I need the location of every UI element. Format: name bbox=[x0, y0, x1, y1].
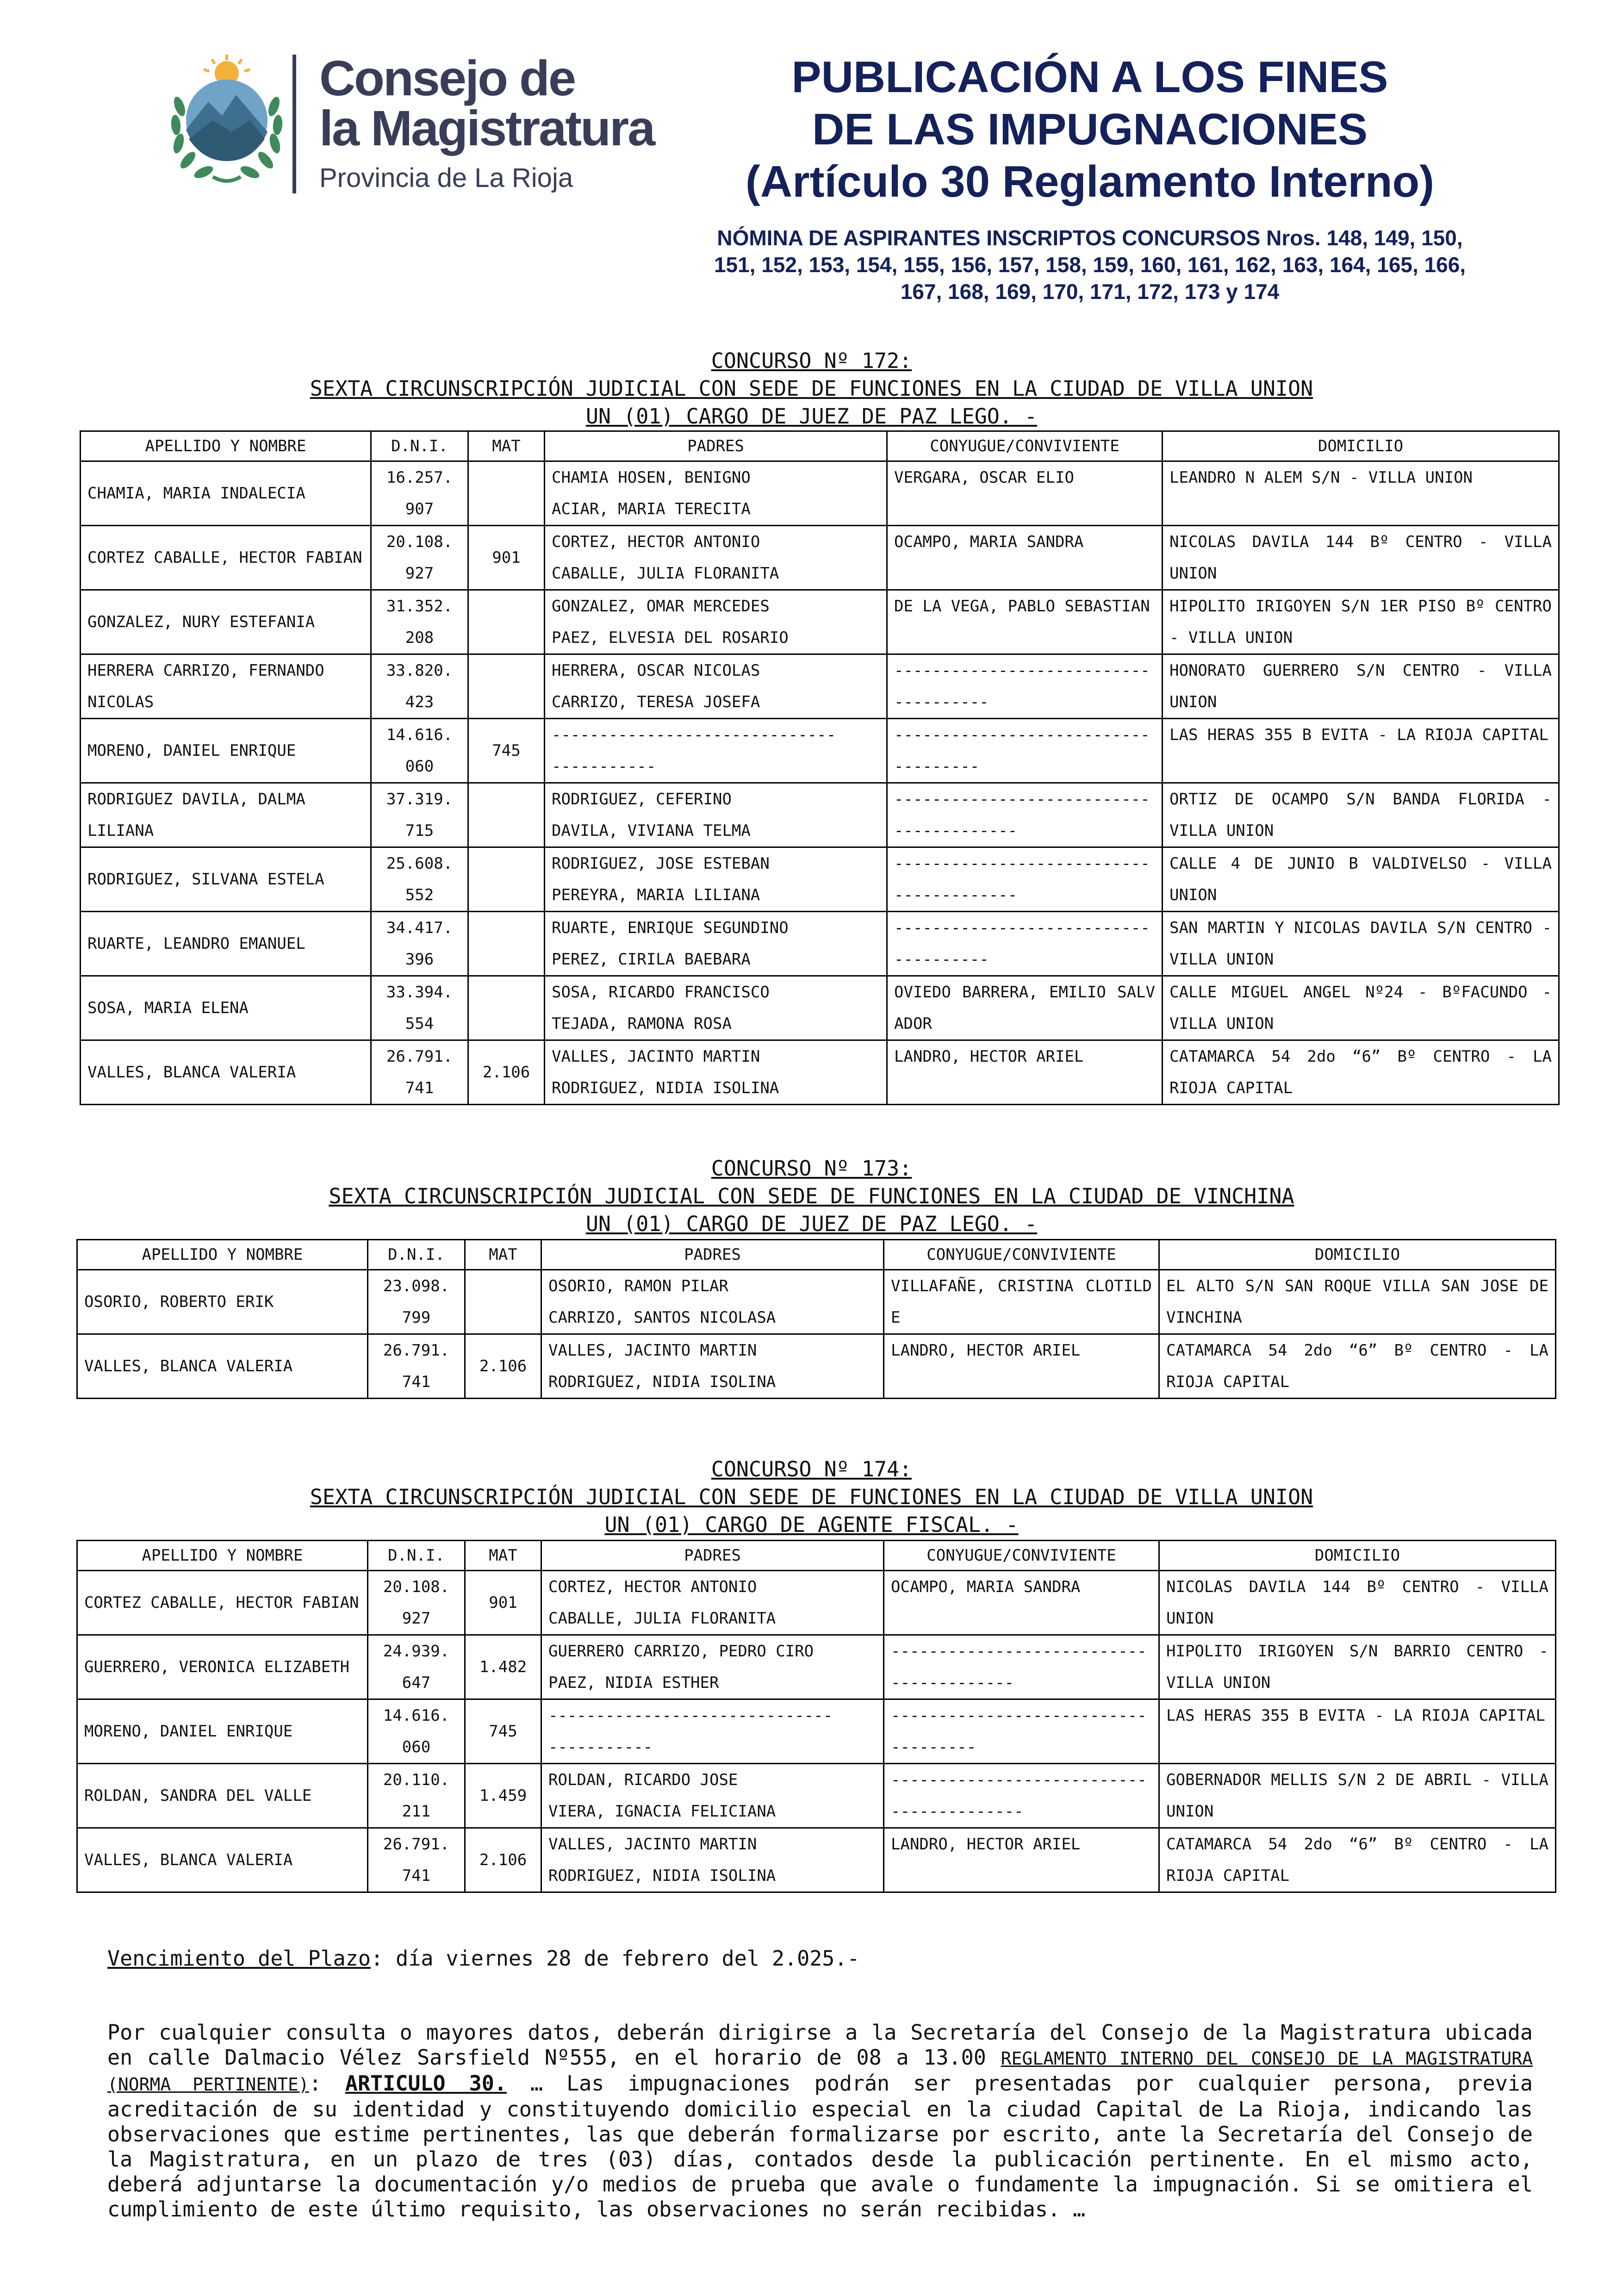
nomina-line: NÓMINA DE ASPIRANTES INSCRIPTOS CONCURSOS Nros. 148, 149, 150, bbox=[717, 226, 1463, 250]
table-row bbox=[81, 783, 1559, 847]
padre-name: ROLDAN, RICARDO JOSE bbox=[548, 1771, 738, 1789]
concurso-cargo: UN (01) CARGO DE JUEZ DE PAZ LEGO. - bbox=[585, 404, 1038, 429]
dni-part: 14.616. bbox=[386, 726, 453, 744]
logo-line-2: la Magistratura bbox=[319, 100, 654, 156]
table-row bbox=[77, 1828, 1556, 1892]
padre-name: VIERA, IGNACIA FELICIANA bbox=[548, 1802, 776, 1821]
nomina-line: 167, 168, 169, 170, 171, 172, 173 y 174 bbox=[900, 280, 1280, 304]
applicant-name: MORENO, DANIEL ENRIQUE bbox=[77, 1699, 368, 1764]
dni-part: 927 bbox=[405, 564, 434, 583]
dni-cell bbox=[371, 719, 468, 783]
padres-cell bbox=[545, 526, 887, 590]
padre-name: ------------------------------ bbox=[548, 1706, 833, 1725]
padre-name: RODRIGUEZ, NIDIA ISOLINA bbox=[548, 1867, 776, 1885]
concurso-172-header bbox=[0, 347, 1623, 430]
matricula bbox=[468, 654, 545, 719]
conyuge: ---------------------------------------- bbox=[884, 1635, 1159, 1699]
domicilio: LEANDRO N ALEM S/N - VILLA UNION bbox=[1163, 461, 1559, 526]
padres-cell bbox=[545, 461, 887, 526]
padres-cell bbox=[541, 1764, 884, 1828]
padre-name: CORTEZ, HECTOR ANTONIO bbox=[552, 533, 760, 551]
domicilio: CALLE 4 DE JUNIO B VALDIVELSO - VILLA UNION bbox=[1163, 847, 1559, 912]
conyuge: OCAMPO, MARIA SANDRA bbox=[887, 526, 1163, 590]
dni-cell bbox=[368, 1828, 465, 1892]
column-header: D.N.I. bbox=[371, 431, 468, 461]
padre-name: PAEZ, NIDIA ESTHER bbox=[548, 1674, 719, 1692]
dni-part: 423 bbox=[405, 693, 434, 711]
articulo-label: ARTICULO 30. bbox=[345, 2071, 507, 2096]
conyuge: ---------------------------------------- bbox=[887, 847, 1163, 912]
dni-part: 799 bbox=[402, 1308, 431, 1327]
conyuge: ---------------------------------------- bbox=[887, 783, 1163, 847]
padre-name: TEJADA, RAMONA ROSA bbox=[552, 1014, 732, 1033]
applicant-name: VALLES, BLANCA VALERIA bbox=[81, 1040, 371, 1105]
vencimiento-plazo bbox=[107, 1946, 860, 1971]
logo-emblem-icon bbox=[162, 51, 292, 199]
matricula: 901 bbox=[465, 1571, 541, 1635]
nomina-line: 151, 152, 153, 154, 155, 156, 157, 158, 159, 160, 161, 162, 163, 164, 165, 166, bbox=[714, 253, 1466, 277]
matricula: 1.482 bbox=[465, 1635, 541, 1699]
domicilio: SAN MARTIN Y NICOLAS DAVILA S/N CENTRO - VILLA UNION bbox=[1163, 912, 1559, 976]
matricula bbox=[468, 783, 545, 847]
padres-cell bbox=[541, 1270, 884, 1334]
padre-name: DAVILA, VIVIANA TELMA bbox=[552, 821, 751, 840]
padre-name: ACIAR, MARIA TERECITA bbox=[552, 500, 751, 518]
dni-part: 20.110. bbox=[383, 1771, 450, 1789]
padre-name: PAEZ, ELVESIA DEL ROSARIO bbox=[552, 628, 789, 647]
table-row bbox=[81, 976, 1559, 1040]
table-row bbox=[81, 590, 1559, 654]
padres-cell bbox=[545, 654, 887, 719]
dni-part: 211 bbox=[402, 1802, 431, 1821]
applicant-name: CORTEZ CABALLE, HECTOR FABIAN bbox=[81, 526, 371, 590]
matricula: 1.459 bbox=[465, 1764, 541, 1828]
domicilio: NICOLAS DAVILA 144 Bº CENTRO - VILLA UNION bbox=[1163, 526, 1559, 590]
padres-cell bbox=[545, 912, 887, 976]
dni-cell bbox=[368, 1699, 465, 1764]
conyuge: VILLAFAÑE, CRISTINA CLOTILDE bbox=[884, 1270, 1159, 1334]
applicant-name: OSORIO, ROBERTO ERIK bbox=[77, 1270, 368, 1334]
title-line: PUBLICACIÓN A LOS FINES bbox=[791, 52, 1388, 102]
concurso-173-table bbox=[76, 1239, 1556, 1399]
conyuge: ------------------------------------ bbox=[884, 1699, 1159, 1764]
domicilio: CALLE MIGUEL ANGEL Nº24 - BºFACUNDO - VILLA UNION bbox=[1163, 976, 1559, 1040]
table-row bbox=[77, 1699, 1556, 1764]
dni-part: 33.820. bbox=[386, 661, 453, 680]
dni-part: 24.939. bbox=[383, 1642, 450, 1661]
column-header: D.N.I. bbox=[368, 1541, 465, 1571]
padre-name: CARRIZO, SANTOS NICOLASA bbox=[548, 1308, 776, 1327]
colon: : bbox=[309, 2071, 345, 2096]
dni-part: 14.616. bbox=[383, 1706, 450, 1725]
column-header: DOMICILIO bbox=[1159, 1240, 1556, 1270]
table-row bbox=[81, 719, 1559, 783]
dni-cell bbox=[368, 1334, 465, 1399]
publication-title bbox=[685, 51, 1495, 208]
logo-line-1: Consejo de bbox=[319, 50, 575, 106]
dni-part: 23.098. bbox=[383, 1277, 450, 1295]
padre-name: ----------- bbox=[548, 1738, 653, 1756]
padre-name: GONZALEZ, OMAR MERCEDES bbox=[552, 597, 770, 616]
applicant-name: CORTEZ CABALLE, HECTOR FABIAN bbox=[77, 1571, 368, 1635]
column-header: MAT bbox=[465, 1240, 541, 1270]
concurso-sede: SEXTA CIRCUNSCRIPCIÓN JUDICIAL CON SEDE DE FUNCIONES EN LA CIUDAD DE VILLA UNION bbox=[310, 376, 1313, 401]
column-header: CONYUGUE/CONVIVIENTE bbox=[887, 431, 1163, 461]
dni-cell bbox=[371, 654, 468, 719]
table-row bbox=[77, 1334, 1556, 1399]
conyuge: DE LA VEGA, PABLO SEBASTIAN bbox=[887, 590, 1163, 654]
dni-part: 741 bbox=[402, 1867, 431, 1885]
dni-part: 26.791. bbox=[383, 1341, 450, 1360]
applicant-name: CHAMIA, MARIA INDALECIA bbox=[81, 461, 371, 526]
applicant-name: GUERRERO, VERONICA ELIZABETH bbox=[77, 1635, 368, 1699]
logo-line-3: Provincia de La Rioja bbox=[319, 163, 573, 193]
padres-cell bbox=[545, 590, 887, 654]
reglamento-link: REGLAMENTO INTERNO DEL CONSEJO DE LA MAGISTRATURA (NORMA PERTINENTE) bbox=[107, 2048, 1533, 2095]
concurso-cargo: UN (01) CARGO DE JUEZ DE PAZ LEGO. - bbox=[585, 1212, 1038, 1236]
padres-cell bbox=[541, 1699, 884, 1764]
table-row bbox=[77, 1635, 1556, 1699]
concurso-174-table bbox=[76, 1540, 1556, 1893]
domicilio: LAS HERAS 355 B EVITA - LA RIOJA CAPITAL bbox=[1163, 719, 1559, 783]
padre-name: CHAMIA HOSEN, BENIGNO bbox=[552, 468, 751, 487]
dni-cell bbox=[368, 1635, 465, 1699]
column-header: CONYUGUE/CONVIVIENTE bbox=[884, 1541, 1159, 1571]
conyuge: ------------------------------------- bbox=[887, 654, 1163, 719]
padre-name: RODRIGUEZ, JOSE ESTEBAN bbox=[552, 854, 770, 873]
dni-cell bbox=[371, 1040, 468, 1105]
concurso-title: CONCURSO Nº 173: bbox=[711, 1156, 912, 1181]
applicant-name: SOSA, MARIA ELENA bbox=[81, 976, 371, 1040]
applicant-name: ROLDAN, SANDRA DEL VALLE bbox=[77, 1764, 368, 1828]
padres-cell bbox=[545, 783, 887, 847]
dni-cell bbox=[371, 912, 468, 976]
applicant-name: MORENO, DANIEL ENRIQUE bbox=[81, 719, 371, 783]
matricula bbox=[468, 976, 545, 1040]
applicant-name: RODRIGUEZ DAVILA, DALMA LILIANA bbox=[81, 783, 371, 847]
conyuge: ------------------------------------- bbox=[887, 912, 1163, 976]
dni-cell bbox=[368, 1270, 465, 1334]
domicilio: HONORATO GUERRERO S/N CENTRO - VILLA UNION bbox=[1163, 654, 1559, 719]
matricula: 745 bbox=[465, 1699, 541, 1764]
padre-name: CABALLE, JULIA FLORANITA bbox=[552, 564, 779, 583]
padres-cell bbox=[545, 719, 887, 783]
padre-name: RUARTE, ENRIQUE SEGUNDINO bbox=[552, 919, 789, 937]
dni-part: 16.257. bbox=[386, 468, 453, 487]
applicant-name: VALLES, BLANCA VALERIA bbox=[77, 1828, 368, 1892]
matricula: 2.106 bbox=[468, 1040, 545, 1105]
dni-part: 060 bbox=[405, 757, 434, 776]
dni-cell bbox=[371, 461, 468, 526]
padre-name: ------------------------------ bbox=[552, 726, 836, 744]
padres-cell bbox=[541, 1828, 884, 1892]
dni-cell bbox=[368, 1571, 465, 1635]
conyuge: LANDRO, HECTOR ARIEL bbox=[884, 1334, 1159, 1399]
table-row bbox=[81, 654, 1559, 719]
column-header: PADRES bbox=[545, 431, 887, 461]
venc-label: Vencimiento del Plazo bbox=[107, 1946, 371, 1971]
domicilio: CATAMARCA 54 2do “6” Bº CENTRO - LA RIOJA CAPITAL bbox=[1159, 1334, 1556, 1399]
dni-part: 33.394. bbox=[386, 983, 453, 1002]
conyuge: LANDRO, HECTOR ARIEL bbox=[887, 1040, 1163, 1105]
matricula bbox=[465, 1270, 541, 1334]
domicilio: HIPOLITO IRIGOYEN S/N 1ER PISO Bº CENTRO - VILLA UNION bbox=[1163, 590, 1559, 654]
table-header-row bbox=[77, 1240, 1556, 1270]
padre-name: VALLES, JACINTO MARTIN bbox=[552, 1047, 760, 1066]
padres-cell bbox=[545, 1040, 887, 1105]
padre-name: RODRIGUEZ, NIDIA ISOLINA bbox=[548, 1373, 776, 1391]
matricula bbox=[468, 912, 545, 976]
applicant-name: HERRERA CARRIZO, FERNANDO NICOLAS bbox=[81, 654, 371, 719]
conyuge: VERGARA, OSCAR ELIO bbox=[887, 461, 1163, 526]
dni-part: 741 bbox=[405, 1079, 434, 1097]
dni-part: 927 bbox=[402, 1609, 431, 1628]
dni-part: 208 bbox=[405, 628, 434, 647]
dni-part: 715 bbox=[405, 821, 434, 840]
concurso-sede: SEXTA CIRCUNSCRIPCIÓN JUDICIAL CON SEDE DE FUNCIONES EN LA CIUDAD DE VINCHINA bbox=[329, 1184, 1294, 1208]
padre-name: RODRIGUEZ, CEFERINO bbox=[552, 790, 732, 809]
padre-name: HERRERA, OSCAR NICOLAS bbox=[552, 661, 760, 680]
table-row bbox=[77, 1571, 1556, 1635]
conyuge: ----------------------------------------- bbox=[884, 1764, 1159, 1828]
applicant-name: VALLES, BLANCA VALERIA bbox=[77, 1334, 368, 1399]
column-header: D.N.I. bbox=[368, 1240, 465, 1270]
matricula bbox=[468, 847, 545, 912]
column-header: MAT bbox=[468, 431, 545, 461]
conyuge: OVIEDO BARRERA, EMILIO SALVADOR bbox=[887, 976, 1163, 1040]
dni-part: 060 bbox=[402, 1738, 431, 1756]
dni-part: 20.108. bbox=[383, 1578, 450, 1596]
padre-name: VALLES, JACINTO MARTIN bbox=[548, 1341, 757, 1360]
table-row bbox=[77, 1270, 1556, 1334]
dni-part: 20.108. bbox=[386, 533, 453, 551]
dni-part: 554 bbox=[405, 1014, 434, 1033]
padres-cell bbox=[541, 1334, 884, 1399]
concurso-172-table bbox=[80, 430, 1560, 1105]
logo-divider bbox=[292, 55, 296, 193]
dni-cell bbox=[371, 976, 468, 1040]
padre-name: CARRIZO, TERESA JOSEFA bbox=[552, 693, 760, 711]
padre-name: GUERRERO CARRIZO, PEDRO CIRO bbox=[548, 1642, 814, 1661]
dni-part: 37.319. bbox=[386, 790, 453, 809]
conyuge: LANDRO, HECTOR ARIEL bbox=[884, 1828, 1159, 1892]
concurso-cargo: UN (01) CARGO DE AGENTE FISCAL. - bbox=[604, 1512, 1019, 1537]
consulta-paragraph bbox=[107, 2020, 1533, 2222]
conyuge: ------------------------------------ bbox=[887, 719, 1163, 783]
dni-part: 741 bbox=[402, 1373, 431, 1391]
table-header-row bbox=[81, 431, 1559, 461]
column-header: CONYUGUE/CONVIVIENTE bbox=[884, 1240, 1159, 1270]
matricula: 901 bbox=[468, 526, 545, 590]
padre-name: SOSA, RICARDO FRANCISCO bbox=[552, 983, 770, 1002]
domicilio: NICOLAS DAVILA 144 Bº CENTRO - VILLA UNION bbox=[1159, 1571, 1556, 1635]
matricula bbox=[468, 590, 545, 654]
domicilio: HIPOLITO IRIGOYEN S/N BARRIO CENTRO - VILLA UNION bbox=[1159, 1635, 1556, 1699]
padre-name: PEREYRA, MARIA LILIANA bbox=[552, 886, 760, 904]
column-header: APELLIDO Y NOMBRE bbox=[77, 1541, 368, 1571]
dni-part: 647 bbox=[402, 1674, 431, 1692]
table-row bbox=[81, 461, 1559, 526]
title-line: (Artículo 30 Reglamento Interno) bbox=[745, 157, 1435, 206]
applicant-name: GONZALEZ, NURY ESTEFANIA bbox=[81, 590, 371, 654]
consulta-text-1: Por cualquier consulta o mayores datos, deberán dirigirse a la Secretaría del Consejo de la Magistratura ubicada en calle Dalmacio Vélez Sarsfield Nº555, en el horario de 08 a 13.00 bbox=[107, 2020, 1533, 2070]
applicant-name: RODRIGUEZ, SILVANA ESTELA bbox=[81, 847, 371, 912]
padre-name: CORTEZ, HECTOR ANTONIO bbox=[548, 1578, 757, 1596]
matricula bbox=[468, 461, 545, 526]
padres-cell bbox=[541, 1635, 884, 1699]
conyuge: OCAMPO, MARIA SANDRA bbox=[884, 1571, 1159, 1635]
padres-cell bbox=[541, 1571, 884, 1635]
dni-part: 26.791. bbox=[383, 1835, 450, 1854]
column-header: APELLIDO Y NOMBRE bbox=[81, 431, 371, 461]
table-row bbox=[77, 1764, 1556, 1828]
domicilio: ORTIZ DE OCAMPO S/N BANDA FLORIDA - VILLA UNION bbox=[1163, 783, 1559, 847]
concurso-173-header bbox=[0, 1155, 1623, 1238]
concurso-title: CONCURSO Nº 174: bbox=[711, 1457, 912, 1481]
dni-cell bbox=[371, 590, 468, 654]
dni-part: 552 bbox=[405, 886, 434, 904]
table-row bbox=[81, 1040, 1559, 1105]
domicilio: LAS HERAS 355 B EVITA - LA RIOJA CAPITAL bbox=[1159, 1699, 1556, 1764]
domicilio: EL ALTO S/N SAN ROQUE VILLA SAN JOSE DE VINCHINA bbox=[1159, 1270, 1556, 1334]
applicant-name: RUARTE, LEANDRO EMANUEL bbox=[81, 912, 371, 976]
dni-cell bbox=[368, 1764, 465, 1828]
concurso-sede: SEXTA CIRCUNSCRIPCIÓN JUDICIAL CON SEDE DE FUNCIONES EN LA CIUDAD DE VILLA UNION bbox=[310, 1485, 1313, 1509]
dni-part: 25.608. bbox=[386, 854, 453, 873]
padres-cell bbox=[545, 847, 887, 912]
dni-part: 907 bbox=[405, 500, 434, 518]
table-row bbox=[81, 912, 1559, 976]
dni-part: 31.352. bbox=[386, 597, 453, 616]
dni-cell bbox=[371, 526, 468, 590]
column-header: MAT bbox=[465, 1541, 541, 1571]
dni-part: 396 bbox=[405, 950, 434, 969]
table-row bbox=[81, 847, 1559, 912]
venc-text: : día viernes 28 de febrero del 2.025.- bbox=[370, 1946, 860, 1971]
matricula: 2.106 bbox=[465, 1828, 541, 1892]
table-header-row bbox=[77, 1541, 1556, 1571]
padre-name: RODRIGUEZ, NIDIA ISOLINA bbox=[552, 1079, 779, 1097]
dni-cell bbox=[371, 847, 468, 912]
consulta-text-2: … Las impugnaciones podrán ser presentadas por cualquier persona, previa acreditación de su identidad y constituyendo domicilio especial en la ciudad Capital de La Rioja, indicando las observaciones que estime pertinentes, las que deberán formalizarse por escrito, ante la Secretaría del Consejo de la Magistratura, en un plazo de tres (03) días, contados desde la publicación pertinente. En el mismo acto, deberá adjuntarse la documentación y/o medios de prueba que avale o fundamente la impugnación. Si se omitiera el cumplimiento de este último requisito, las observaciones no serán recibidas. … bbox=[107, 2071, 1533, 2221]
concurso-174-header bbox=[0, 1456, 1623, 1539]
title-line: DE LAS IMPUGNACIONES bbox=[812, 105, 1368, 154]
concurso-title: CONCURSO Nº 172: bbox=[711, 348, 912, 373]
column-header: APELLIDO Y NOMBRE bbox=[77, 1240, 368, 1270]
logo-text bbox=[319, 50, 654, 193]
matricula: 745 bbox=[468, 719, 545, 783]
table-row bbox=[81, 526, 1559, 590]
dni-part: 34.417. bbox=[386, 919, 453, 937]
padre-name: VALLES, JACINTO MARTIN bbox=[548, 1835, 757, 1854]
column-header: DOMICILIO bbox=[1159, 1541, 1556, 1571]
padre-name: ----------- bbox=[552, 757, 656, 776]
dni-cell bbox=[371, 783, 468, 847]
column-header: DOMICILIO bbox=[1163, 431, 1559, 461]
padre-name: PEREZ, CIRILA BAEBARA bbox=[552, 950, 751, 969]
column-header: PADRES bbox=[541, 1240, 884, 1270]
domicilio: CATAMARCA 54 2do “6” Bº CENTRO - LA RIOJA CAPITAL bbox=[1159, 1828, 1556, 1892]
dni-part: 26.791. bbox=[386, 1047, 453, 1066]
padre-name: CABALLE, JULIA FLORANITA bbox=[548, 1609, 776, 1628]
domicilio: CATAMARCA 54 2do “6” Bº CENTRO - LA RIOJA CAPITAL bbox=[1163, 1040, 1559, 1105]
column-header: PADRES bbox=[541, 1541, 884, 1571]
domicilio: GOBERNADOR MELLIS S/N 2 DE ABRIL - VILLA UNION bbox=[1159, 1764, 1556, 1828]
matricula: 2.106 bbox=[465, 1334, 541, 1399]
nomina-aspirantes bbox=[685, 224, 1495, 305]
padre-name: OSORIO, RAMON PILAR bbox=[548, 1277, 728, 1295]
padres-cell bbox=[545, 976, 887, 1040]
